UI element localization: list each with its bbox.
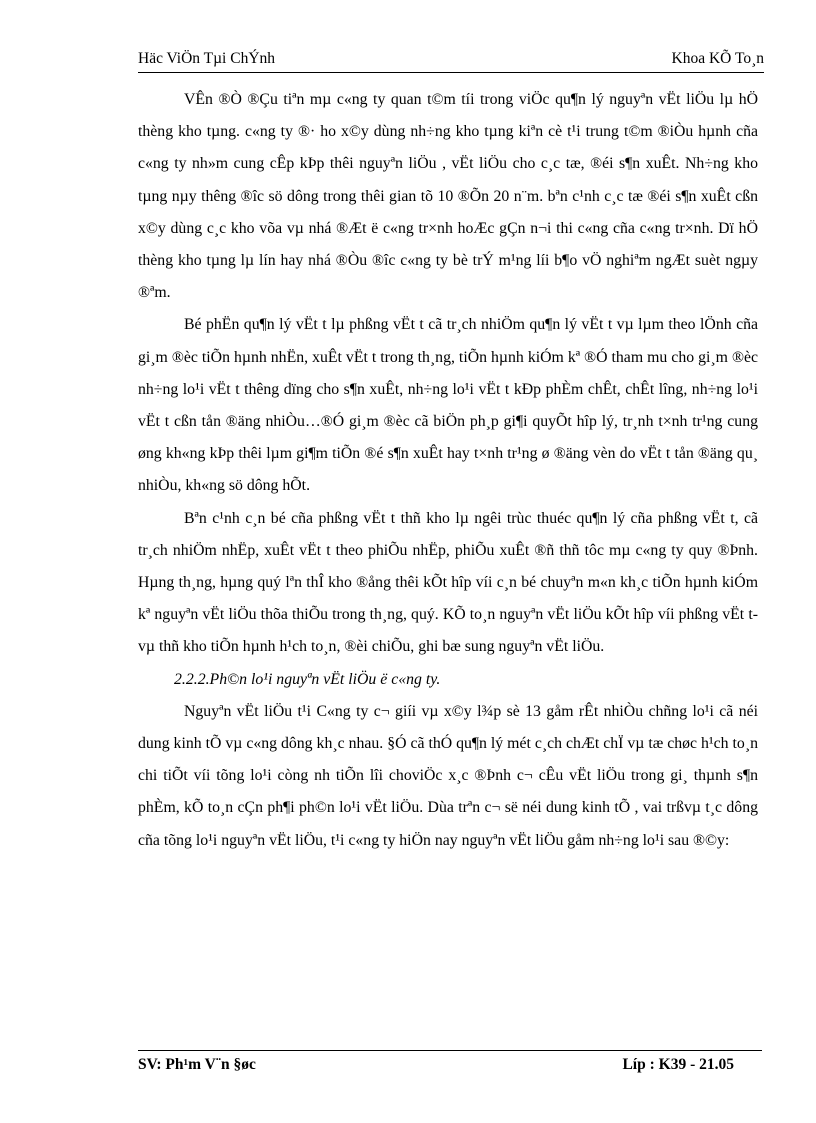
footer-student: SV: Ph¹m V¨n §øc — [138, 1056, 256, 1073]
header-institution: Häc ViÖn Tµi ChÝnh — [138, 50, 276, 67]
footer-class: Líp : K39 - 21.05 — [622, 1056, 734, 1073]
paragraph-4: Nguyªn vËt liÖu t¹i C«ng ty c¬ giíi vµ x©y l¾p sè 13 gåm rÊt nhiÒu chñng lo¹i cã néi dung kinh tÕ vµ c«ng dông kh¸c nhau. §Ó cã thÓ qu¶n lý mét c¸ch chÆt chÏ vµ tæ chøc h¹ch to¸n chi tiÕt víi tõng lo¹i còng nh tiÕn lîi choviÖc x¸c ®Þnh c¬ cÊu vËt liÖu trong gi¸ thµnh s¶n phÈm, kÕ to¸n cÇn ph¶i ph©n lo¹i vËt liÖu. Dùa trªn c¬ së néi dung kinh tÕ , vai trßvµ t¸c dông cña tõng lo¹i nguyªn vËt liÖu, t¹i c«ng ty hiÖn nay nguyªn vËt liÖu gåm nh÷ng lo¹i sau ®©y: — [138, 702, 758, 849]
paragraph-2: Bé phËn qu¶n lý vËt t lµ phßng vËt t cã tr¸ch nhiÖm qu¶n lý vËt t vµ lµm theo lÖnh cña gi¸m ®èc tiÕn hµnh nhËn, xuÊt vËt t trong th¸ng, tiÕn hµnh kiÓm kª ®Ó tham mu cho gi¸m ®èc nh÷ng lo¹i vËt t thêng dïng cho s¶n xuÊt, nh÷ng lo¹i vËt t kÐp phÈm chÊt, chÊt lîng, nh÷ng lo¹i vËt t cßn tån ®äng nhiÒu…®Ó gi¸m ®èc cã biÖn ph¸p gi¶i quyÕt hîp lý, tr¸nh t×nh tr¹ng cung øng kh«ng kÞp thêi lµm gi¶m tiÕn ®é s¶n xuÊt hay t×nh tr¹ng ø ®äng vèn do vËt t tån ®äng qu¸ nhiÒu, kh«ng sö dông hÕt. — [138, 316, 758, 495]
paragraph-1: VÊn ®Ò ®Çu tiªn mµ c«ng ty quan t©m tíi trong viÖc qu¶n lý nguyªn vËt liÖu lµ hÖ thèng kho tµng. c«ng ty ®· ho x©y dùng nh÷ng kho tµng kiªn cè t¹i trung t©m ®iÒu hµnh cña c«ng ty nh»m cung cÊp kÞp thêi nguyªn liÖu , vËt liÖu cho c¸c tæ, ®éi s¶n xuÊt. Nh÷ng kho tµng nµy thêng ®îc sö dông trong thêi gian tõ 10 ®Õn 20 n¨m. bªn c¹nh c¸c tæ ®éi s¶n xuÊt cßn x©y dùng c¸c kho võa vµ nhá ®Æt ë c«ng tr×nh hoÆc gÇn n¬i thi c«ng cña c«ng tr×nh. Dï hÖ thèng kho tµng lµ lín hay nhá ®Òu ®îc c«ng ty bè trÝ m¹ng líi b¶o vÖ nghiªm ngÆt suèt ngµy ®ªm. — [138, 91, 758, 302]
page-header — [138, 48, 764, 73]
page-footer — [138, 1052, 734, 1078]
page-body — [138, 84, 758, 857]
paragraph-3: Bªn c¹nh c¸n bé cña phßng vËt t thñ kho lµ ngêi trùc thuéc qu¶n lý cña phßng vËt t, cã tr¸ch nhiÖm nhËp, xuÊt vËt t theo phiÕu nhËp, phiÕu xuÊt ®ñ thñ tôc mµ c«ng ty quy ®Þnh. Hµng th¸ng, hµng quý lªn thÎ kho ®ång thêi kÕt hîp víi c¸n bé chuyªn m«n kh¸c tiÕn hµnh kiÓm kª nguyªn vËt liÖu thõa thiÕu trong th¸ng, quý. KÕ to¸n nguyªn vËt liÖu kÕt hîp víi phßng vËt t vµ thñ kho tiÕn hµnh h¹ch to¸n, ®èi chiÕu, ghi bæ sung nguyªn vËt liÖu. — [138, 509, 758, 656]
footer-divider — [138, 1050, 762, 1051]
section-heading: 2.2.2.Ph©n lo¹i nguyªn vËt liÖu ë c«ng ty. — [174, 670, 441, 688]
header-faculty: Khoa KÕ To¸n — [671, 50, 764, 67]
